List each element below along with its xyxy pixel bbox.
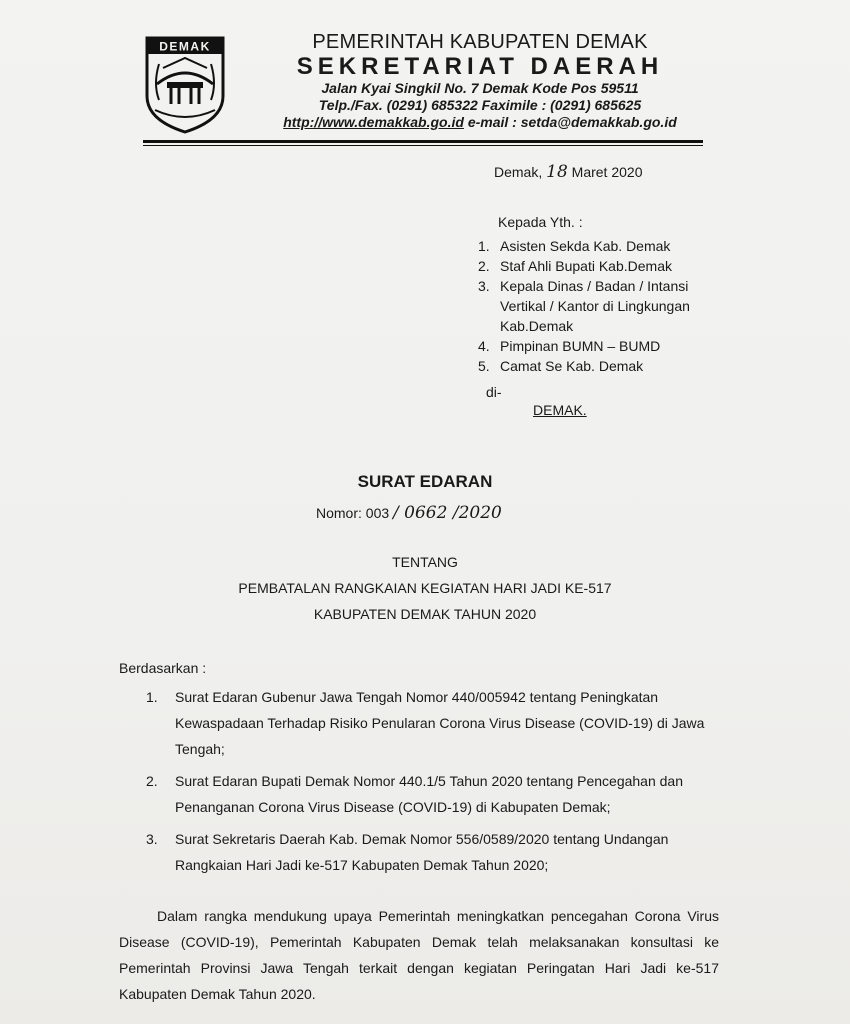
basis-item-number: 3.: [146, 831, 158, 847]
addressee-label: Kepada Yth. :: [498, 214, 583, 230]
subject-line-2: KABUPATEN DEMAK TAHUN 2020: [313, 606, 537, 622]
basis-item-text: Surat Sekretaris Daerah Kab. Demak Nomor 556/0589/2020 tentang Undangan Rangkaian Hari Jadi ke-517 Kabupaten Demak Tahun 2020;: [175, 831, 669, 873]
recipient-item: [478, 336, 738, 356]
basis-list: [140, 684, 720, 884]
recipient-item-text: Kepala Dinas / Badan / Intansi Vertikal / Kantor di Lingkungan Kab.Demak: [500, 278, 690, 334]
basis-item-number: 1.: [146, 689, 158, 705]
letterhead-divider-thin: [143, 145, 703, 146]
basis-item-text: Surat Edaran Bupati Demak Nomor 440.1/5 Tahun 2020 tentang Pencegahan dan Penanganan Corona Virus Disease (COVID-19) di Kabupaten Demak;: [175, 773, 683, 815]
office-phone: Telp./Fax. (0291) 685322 Faximile : (0291) 685625: [318, 97, 642, 113]
website-link[interactable]: http://www.demakkab.go.id: [283, 114, 464, 130]
date-month-year: Maret 2020: [571, 164, 643, 180]
recipient-item: [478, 236, 738, 256]
recipient-item: [478, 256, 738, 276]
recipient-item-number: 5.: [478, 358, 490, 374]
office-address: Jalan Kyai Singkil No. 7 Demak Kode Pos 59511: [321, 80, 639, 96]
recipient-item-number: 3.: [478, 278, 490, 294]
email-text: e-mail : setda@demakkab.go.id: [463, 114, 677, 130]
demak-coat-of-arms-logo: [143, 34, 227, 134]
subject-line-1: PEMBATALAN RANGKAIAN KEGIATAN HARI JADI KE-517: [238, 580, 612, 596]
body-paragraph: Dalam rangka mendukung upaya Pemerintah meningkatkan pencegahan Corona Virus Disease (COVID-19), Pemerintah Kabupaten Demak telah melaksanakan konsultasi ke Pemerintah Provinsi Jawa Tengah terkait dengan kegiatan Peringatan Hari Jadi ke-517 Kabupaten Demak Tahun 2020.: [119, 908, 719, 1002]
recipient-item-text: Pimpinan BUMN – BUMD: [500, 338, 661, 354]
addressee-di: di-: [486, 384, 502, 400]
letter-date: [494, 162, 642, 182]
number-label: Nomor: 003: [316, 505, 390, 521]
recipient-list: [478, 236, 738, 376]
document-title: SURAT EDARAN: [357, 472, 493, 491]
basis-item: [140, 826, 720, 878]
date-day-handwritten: 18: [546, 162, 568, 182]
recipient-item-number: 4.: [478, 338, 490, 354]
basis-item-text: Surat Edaran Gubenur Jawa Tengah Nomor 440/005942 tentang Peningkatan Kewaspadaan Terhadap Risiko Penularan Corona Virus Disease (COVID-19) di Jawa Tengah;: [175, 689, 705, 757]
government-name: PEMERINTAH KABUPATEN DEMAK: [312, 31, 648, 53]
document-number: [316, 503, 502, 523]
logo-text: DEMAK: [159, 39, 211, 54]
basis-item: [140, 684, 720, 762]
basis-label: Berdasarkan :: [119, 660, 207, 676]
recipient-item: [478, 356, 738, 376]
number-handwritten: / 0662 /2020: [393, 503, 502, 523]
recipient-item-text: Camat Se Kab. Demak: [500, 358, 644, 374]
recipient-item-number: 1.: [478, 238, 490, 254]
recipient-item-number: 2.: [478, 258, 490, 274]
about-label: TENTANG: [392, 554, 458, 570]
recipient-item-text: Asisten Sekda Kab. Demak: [500, 238, 671, 254]
letterhead-divider: [143, 140, 703, 143]
office-contact: [260, 114, 700, 131]
recipient-item: [478, 276, 738, 336]
basis-item-number: 2.: [146, 773, 158, 789]
basis-item: [140, 768, 720, 820]
letterhead: [260, 30, 700, 131]
office-name: SEKRETARIAT DAERAH: [296, 53, 664, 80]
recipient-item-text: Staf Ahli Bupati Kab.Demak: [500, 258, 672, 274]
date-place: Demak,: [494, 164, 543, 180]
addressee-destination: DEMAK.: [533, 402, 587, 418]
